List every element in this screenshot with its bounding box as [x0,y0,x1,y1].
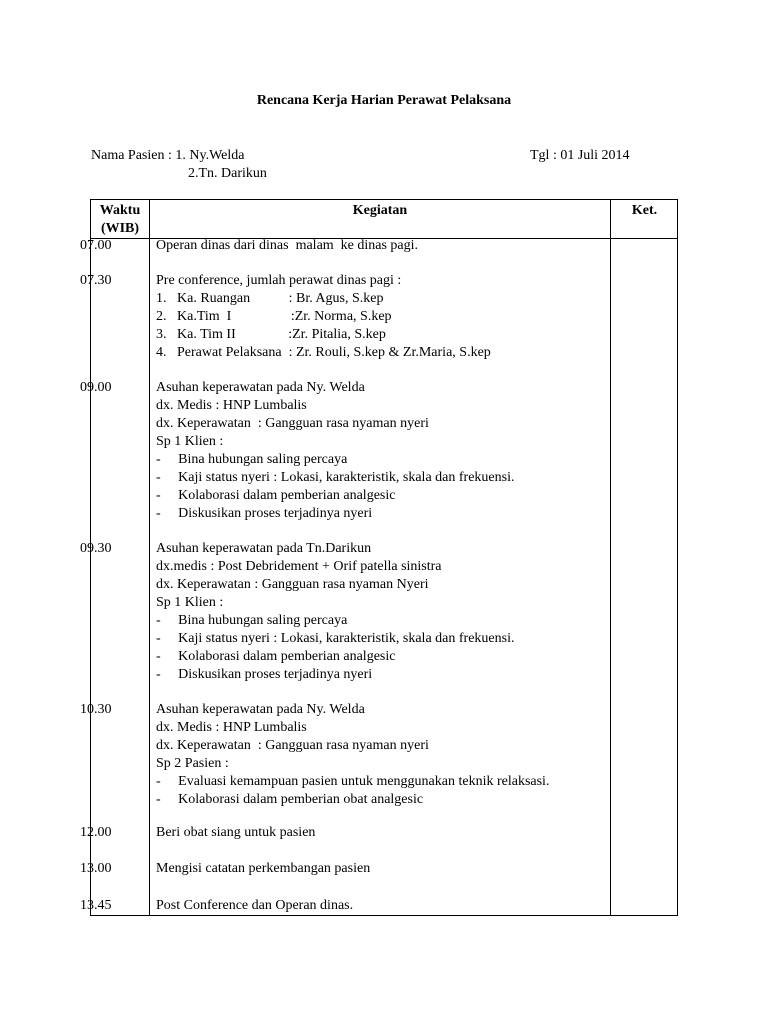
table-row [80,237,419,255]
header-time-line-1: Waktu [99,203,141,218]
patient-name-line-1: Nama Pasien : 1. Ny.Welda [91,148,245,163]
row-activity-line: - Kolaborasi dalam pemberian analgesic [156,649,396,664]
row-activity-line: Post Conference dan Operan dinas. [156,898,354,913]
work-plan-table [80,199,678,916]
row-activity-line: - Kolaborasi dalam pemberian analgesic [156,488,396,503]
row-activity-line: dx.medis : Post Debridement + Orif patella sinistra [156,559,442,574]
header-note: Ket. [631,203,658,218]
row-activity-line: - Bina hubungan saling percaya [156,613,348,628]
row-activity-line: dx. Medis : HNP Lumbalis [156,398,307,413]
table-row [80,540,515,684]
patient-name-line-2: 2.Tn. Darikun [188,166,267,181]
row-activity-line: Sp 2 Pasien : [156,756,229,771]
row-time: 09.00 [80,380,112,395]
header-activity: Kegiatan [352,203,408,218]
row-time: 13.00 [80,861,112,876]
row-activity-line: - Diskusikan proses terjadinya nyeri [156,667,373,682]
row-activity-line: - Kolaborasi dalam pemberian obat analgesic [156,792,424,807]
row-activity-line: dx. Keperawatan : Gangguan rasa nyaman nyeri [156,738,429,753]
row-activity-line: 3. Ka. Tim II :Zr. Pitalia, S.kep [156,327,386,342]
row-activity-line: - Bina hubungan saling percaya [156,452,348,467]
column-divider [610,200,611,915]
row-activity-line: - Evaluasi kemampuan pasien untuk menggunakan teknik relaksasi. [156,774,550,789]
row-activity-line: Sp 1 Klien : [156,434,224,449]
date-text: Tgl : 01 Juli 2014 [530,148,630,163]
row-activity-line: Operan dinas dari dinas malam ke dinas pagi. [156,238,419,253]
row-time: 07.30 [80,273,112,288]
row-time: 12.00 [80,825,112,840]
row-activity-line: dx. Keperawatan : Gangguan rasa nyaman Nyeri [156,577,429,592]
document-date [530,147,630,165]
header-time [91,202,149,238]
row-activity-line: Asuhan keperawatan pada Ny. Welda [156,380,365,395]
patient-names [91,147,267,183]
row-activity-line: - Kaji status nyeri : Lokasi, karakteristik, skala dan frekuensi. [156,631,515,646]
row-activity-line: Mengisi catatan perkembangan pasien [156,861,371,876]
table-row [80,860,371,878]
row-activity-line: Asuhan keperawatan pada Ny. Welda [156,702,365,717]
document-title: Rencana Kerja Harian Perawat Pelaksana [256,93,512,108]
row-activity-line: Asuhan keperawatan pada Tn.Darikun [156,541,372,556]
table-row [80,379,515,523]
table-row [80,897,354,915]
table-row [80,824,316,842]
row-activity-line: 2. Ka.Tim I :Zr. Norma, S.kep [156,309,392,324]
row-activity-line: 1. Ka. Ruangan : Br. Agus, S.kep [156,291,384,306]
row-time: 09.30 [80,541,112,556]
row-activity-line: - Diskusikan proses terjadinya nyeri [156,506,373,521]
row-time: 13.45 [80,898,112,913]
header-time-line-2: (WIB) [100,221,140,236]
row-activity-line: Beri obat siang untuk pasien [156,825,316,840]
table-row [80,272,491,362]
row-activity-line: 4. Perawat Pelaksana : Zr. Rouli, S.kep & Zr.Maria, S.kep [156,345,491,360]
row-time: 10.30 [80,702,112,717]
row-activity-line: dx. Medis : HNP Lumbalis [156,720,307,735]
row-activity-line: Sp 1 Klien : [156,595,224,610]
table-row [80,701,550,809]
column-divider [149,200,150,915]
row-activity-line: Pre conference, jumlah perawat dinas pagi : [156,273,402,288]
row-time: 07.00 [80,238,112,253]
row-activity-line: - Kaji status nyeri : Lokasi, karakteristik, skala dan frekuensi. [156,470,515,485]
row-activity-line: dx. Keperawatan : Gangguan rasa nyaman nyeri [156,416,429,431]
